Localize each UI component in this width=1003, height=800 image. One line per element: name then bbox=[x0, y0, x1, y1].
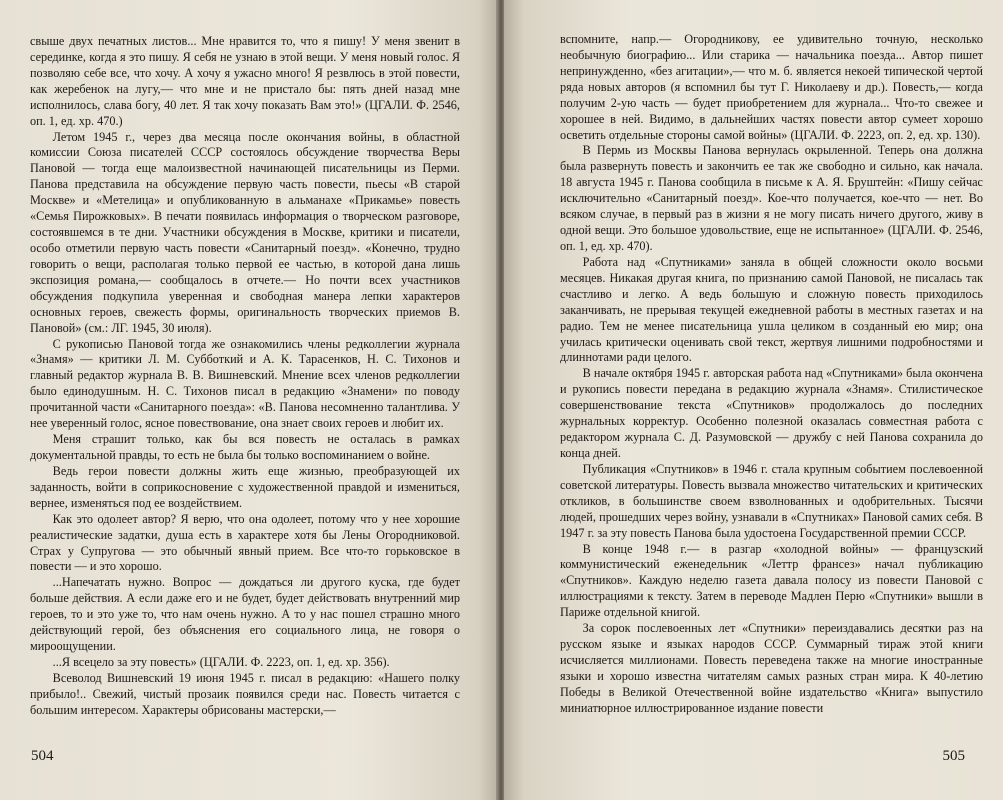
paragraph: Публикация «Спутников» в 1946 г. стала крупным событием послевоенной советской литературы. Повесть вызвала множество читательских и критических откликов, в большинстве своем взволнованных и одобрительных. Тысячи людей, прошедших через войну, узнавали в «Спутниках» Пановой самих себя. В 1947 г. за эту повесть Панова была удостоена Государственной премии СССР. bbox=[560, 461, 983, 540]
paragraph: Летом 1945 г., через два месяца после окончания войны, в областной комиссии Союза писателей СССР состоялось обсуждение творчества Веры Пановой — тогда еще малоизвестной начинающей писательницы из Перми. Панова представила на обсуждение первую часть повести, пьесы «В старой Москве» и «Метелица» и опубликованную в альманахе «Прикамье» повесть «Семья Пирожковых». В печати появилась информация о творческом разговоре, состоявшемся в те дни. Участники обсуждения в Москве, критики и писатели, особо отметили первую часть повести «Санитарный поезд». «Конечно, трудно говорить о вещи, располагая только первой ее частью, в которой дана лишь экспозиция романа,— сообщалось в отчете.— Но почти всех участников обсуждения подкупила уверенная и свободная манера лепки характеров основных героев, свежесть формы, оригинальность творческих приемов В. Пановой» (см.: ЛГ. 1945, 30 июля). bbox=[30, 129, 460, 335]
paragraph: С рукописью Пановой тогда же ознакомились члены редколлегии журнала «Знамя» — критики Л. М. Субботкий и А. К. Тарасенков, Н. С. Тихонов и главный редактор журнала В. В. Вишневский. Мнение всех членов редколлегии было единодушным. Н. С. Тихонов писал в редакцию «Знамени» по поводу прочитанной части «Санитарного поезда»: «В. Панова несомненно талантлива. У нее уверенный голос, ясное повествование, она знает своих героев и любит их. bbox=[30, 336, 460, 431]
left-page-text bbox=[30, 34, 460, 719]
paragraph: За сорок послевоенных лет «Спутники» переиздавались десятки раз на русском языке и языках народов СССР. Суммарный тираж этой книги исчисляется миллионами. Повесть переведена также на многие иностранные языки и хорошо известна читателям самых разных стран мира. К 40-летию Победы в Великой Отечественной войне издательство «Книга» выпустило миниатюрное иллюстрированное издание повести bbox=[560, 621, 983, 715]
paragraph: Всеволод Вишневский 19 июня 1945 г. писал в редакцию: «Нашего полку прибыло!.. Свежий, чистый прозаик появился среди нас. Повесть читается с большим интересом. Характеры обрисованы мастерски,— bbox=[30, 670, 460, 717]
right-page-text bbox=[560, 32, 983, 717]
page-number: 504 bbox=[31, 748, 54, 764]
paragraph: Как это одолеет автор? Я верю, что она одолеет, потому что у нее хорошие реалистические задатки, душа есть в характере хотя бы Лены Огородниковой. Страх у Супругова — это обычный явный прием. Все что-то горьковское в повести — и это хорошо. bbox=[30, 511, 460, 574]
paragraph: В начале октября 1945 г. авторская работа над «Спутниками» была окончена и рукопись повести передана в редакцию журнала «Знамя». Стилистическое совершенствование текста «Спутников» продолжалось до последних журнальных корректур. Особенно полезной оказалась совместная работа с редактором журнала С. Д. Разумовской — дружбу с ней Панова сохранила до конца дней. bbox=[560, 366, 983, 460]
paragraph: В конце 1948 г.— в разгар «холодной войны» — французский коммунистический еженедельник «Леттр франсез» начал публикацию «Спутников». Каждую неделю газета давала полосу из повести Пановой с иллюстрациями к тексту. Затем в переводе Мадлен Перю «Спутники» вышли в Париже отдельной книгой. bbox=[560, 541, 983, 620]
paragraph: Работа над «Спутниками» заняла в общей сложности около восьми месяцев. Никакая другая книга, по признанию самой Пановой, не писалась так счастливо и легко. А ведь большую и сложную повесть приходилось заканчивать, не прерывая текущей ежедневной работы в местных газетах и на радио. Тем не менее писательница ушла целиком в созданный ею мир; она училась критически оценивать свой текст, жертвуя лишними подробностями и длиннотами ради целого. bbox=[560, 254, 983, 365]
paragraph: Меня страшит только, как бы вся повесть не осталась в рамках документальной правды, то есть не была бы только воспоминанием о войне. bbox=[30, 432, 460, 462]
paragraph: ...Напечатать нужно. Вопрос — дождаться ли другого куска, где будет больше действия. А если даже его и не будет, будет действовать внутренний мир героев, то и это уже то, что нам очень нужно. А то у нас пошел страшно много действующий герой, без объяснения его социального лица, не говоря о мироощущении. bbox=[30, 575, 460, 654]
right-page bbox=[504, 0, 1003, 800]
paragraph: Ведь герои повести должны жить еще жизнью, преобразующей их заданность, войти в соприкосновение с художественной правдой и измениться, вернее, изменяться под ее воздействием. bbox=[30, 463, 460, 510]
left-page bbox=[0, 0, 498, 800]
page-number: 505 bbox=[942, 748, 965, 764]
paragraph: В Пермь из Москвы Панова вернулась окрыленной. Теперь она должна была развернуть повесть и закончить ее так же свободно и сильно, как начала. 18 августа 1945 г. Панова сообщила в письме к А. Я. Бруштейн: «Пишу сейчас исключительно «Санитарный поезд». Кое-что получается, кое-что — нет. Во всяком случае, в первый раз в жизни я не могу писать ничего другого, живу в одной вещи. Это большое удовольствие, еще не испытанное» (ЦГАЛИ. Ф. 2546, оп. 1, ед. хр. 470). bbox=[560, 143, 983, 253]
paragraph: ...Я всецело за эту повесть» (ЦГАЛИ. Ф. 2223, оп. 1, ед. хр. 356). bbox=[52, 654, 390, 669]
paragraph: вспомните, напр.— Огородникову, ее удивительно точную, несколько необычную биографию... Или старика — начальника поезда... Автор пишет непринужденно, «без агитации»,— что м. б. является некоей типической чертой ряда новых авторов (я вспомнил бы тут Г. Николаеву и др.). Повесть,— когда получим 2-ую часть — будет приобретением для журнала... Что-то свежее и хорошее в ней. Видимо, в дальнейших частях повести автор сумеет хорошо осветить отдельные стороны самой войны» (ЦГАЛИ. Ф. 2223, оп. 2, ед. хр. 130). bbox=[560, 32, 983, 142]
paragraph: свыше двух печатных листов... Мне нравится то, что я пишу! У меня звенит в серединке, когда я это пишу. Я себя не узнаю в этой вещи. У меня новый голос. Я позволяю себе все, что хочу. А хочу я ужасно много! Я резвлюсь в этой повести, как жеребенок на лугу,— что мне и не пристало бы: пять дней назад мне исполнилось, слава богу, 40 лет. Я так хочу показать Вам это!» (ЦГАЛИ. Ф. 2546, оп. 1, ед. хр. 470.) bbox=[30, 34, 460, 128]
